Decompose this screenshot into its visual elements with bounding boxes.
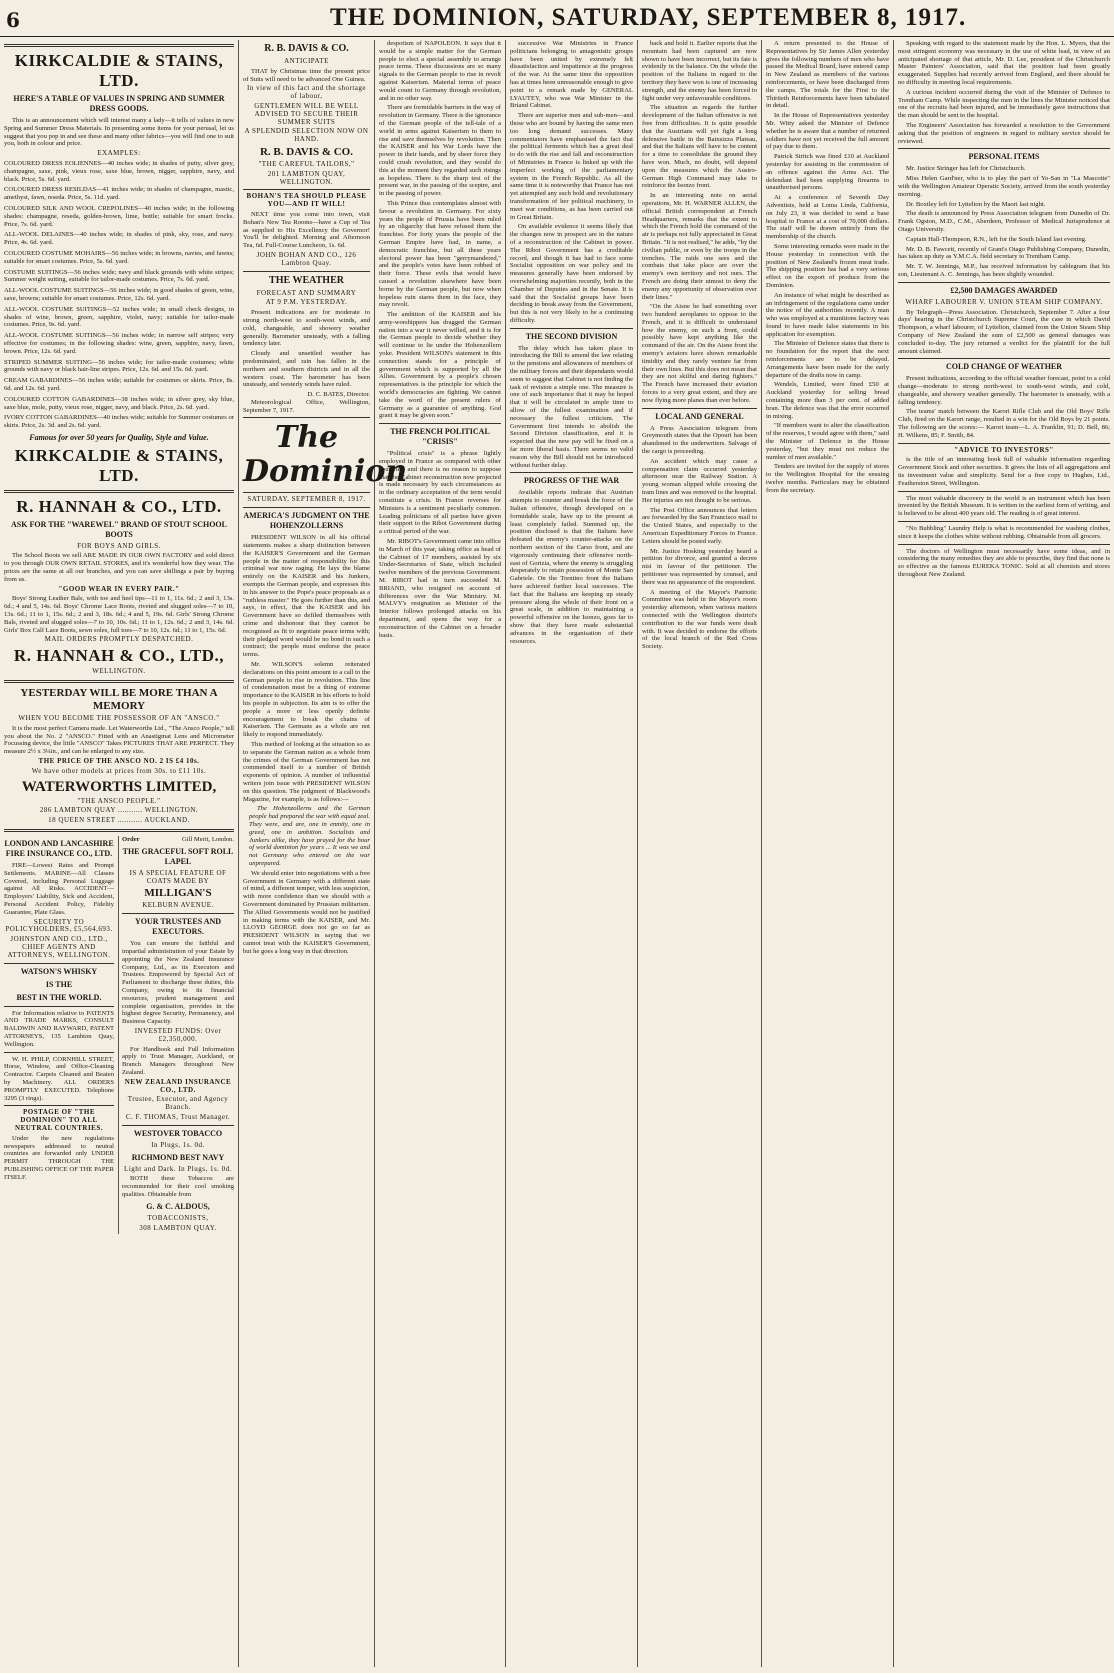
bohan-name: JOHN BOHAN AND CO., 126 Lambton Quay. xyxy=(256,250,357,267)
london-insurance-body: FIRE—Lowest Rates and Prompt Settlements. MARINE—All Classes Covered, including Personal Luggage against All Risks. ACCIDENT—Employers' Liability, Sick and Accident, Personal Accident Policy, Fidelity Guarantee, Plate Glass. xyxy=(4,862,114,916)
bohan-heading: BOHAN'S TEA SHOULD PLEASE YOU—AND IT WILL! xyxy=(246,192,367,209)
list-item: ALL-WOOL COSTUME SUITINGS—56 inches wide; in narrow self stripes; very effective for costumes; in the following shades: wine, green, sapphire, navy, fawn, brown. Price, 12s. 6d. yard. xyxy=(4,332,234,355)
article-paragraph: The situation as regards the further development of the Italian offensive is not free from difficulties. It is quite possible that the Austrians will yet fight a long defensive battle in the Bainsizza Plateau, and that the Italians will have to be content for a time to consolidate the ground they have won. Much, no doubt, will depend upon the measures which the Austro-German High Command may take to reinforce the Isonzo front. xyxy=(642,104,757,190)
divider xyxy=(898,491,1110,492)
divider xyxy=(4,829,234,832)
kirkcaldie-slogan: Famous for over 50 years for Quality, Style and Value. xyxy=(29,432,209,442)
divider xyxy=(122,913,234,914)
divider xyxy=(122,1125,234,1126)
progress-heading: PROGRESS OF THE WAR xyxy=(523,476,620,486)
divider xyxy=(243,271,370,272)
divider xyxy=(4,1052,114,1053)
milligan-name: MILLIGAN'S xyxy=(144,887,212,900)
personal-item: Captain Hall-Thompson, R.N., left for the South Island last evening. xyxy=(906,235,1087,243)
richmond-sub: Light and Dark. In Plugs, 1s. 0d. xyxy=(124,1164,232,1173)
waterworths-address: 286 LAMBTON QUAY ........... WELLINGTON. xyxy=(39,806,199,815)
damages-subheading: WHARF LABOURER V. UNION STEAM SHIP COMPANY. xyxy=(905,297,1103,306)
divider xyxy=(4,490,234,493)
richmond-title: RICHMOND BEST NAVY xyxy=(131,1152,225,1162)
local-item: The Engineers' Association has forwarded a resolution to the Government asking that the position of engineers in regard to military service should be reviewed. xyxy=(898,121,1110,145)
divider xyxy=(4,680,234,683)
lower-ads-right xyxy=(118,836,234,1234)
lapel-body: IS A SPECIAL FEATURE OF COATS MADE BY xyxy=(129,868,227,885)
local-item: A curious incident occurred during the visit of the Minister of Defence to Trentham Camp. While inspecting the men in the lines the Minister noticed that one of the recruits had been injured, and he immediately gave instructions that the man should be sent to the hospital. xyxy=(898,88,1110,120)
davis-anticipate: ANTICIPATE xyxy=(284,57,329,65)
article-paragraph: "Political crisis" is a phrase lightly employed in France as compared with other countries, and there is no reason to suppose that the Cabinet reconstruction now projected is made necessary by such circumstances as in the ordinary acceptation of the term would constitute a crisis. In France reverses for Ministers is a sentiment peculiarly common. Leading politicians of all parties have given their support to the Ribot Government during a critical period of the war. xyxy=(379,450,501,536)
lapel-title: THE GRACEFUL SOFT ROLL LAPEL xyxy=(122,846,234,866)
list-item: COLOURED COSTUME MOHAIRS—56 inches wide; in browns, navies, and fawns; suitable for smart costumes. Price, 5s. 6d. yard. xyxy=(4,249,234,265)
divider xyxy=(510,472,633,473)
weather-office: Meteorological Office, Wellington, September 7, 1917. xyxy=(243,398,370,414)
article-paragraph: Present indications, according to the official weather forecast, point to a cold change—moderate to strong north-west to south-west winds, and cold, changeable, and showery weather generally. The barometer is unsteady, with a falling tendency. xyxy=(898,375,1110,406)
aldous-name: G. & C. ALDOUS, xyxy=(146,1201,210,1211)
damages-heading: £2,500 DAMAGES AWARDED xyxy=(950,285,1058,295)
ansco-models: We have other models at prices from 30s. to £11 10s. xyxy=(31,766,207,775)
order-row xyxy=(122,836,234,844)
hannah-good-wear: "GOOD WEAR IN EVERY PAIR." xyxy=(58,584,180,593)
nzins-name: NEW ZEALAND INSURANCE CO., LTD. xyxy=(124,1077,232,1094)
kirkcaldie-examples-label: EXAMPLES: xyxy=(97,149,141,158)
divider xyxy=(4,963,114,964)
hannah-place: WELLINGTON. xyxy=(92,667,146,676)
lower-ads-row xyxy=(4,836,234,1234)
kirkcaldie-title-footer: KIRKCALDIE & STAINS, LTD. xyxy=(14,445,224,485)
local-item: A return presented to the House of Representatives by Sir James Allen yesterday gives the following numbers of men who have passed the Medical Board, have entered camp in New Zealand as members of the various reinforcements, or have been discharged from the camps. The totals for the First to the Thirtieth Reinforcements have been tabulated in detail. xyxy=(766,40,889,110)
local-item: A Press Association telegram from Greymouth states that the Opouri has been abandoned to the underwriters. Salvage of the cargo is proceeding. xyxy=(642,424,757,456)
davis-address: 201 LAMBTON QUAY, WELLINGTON. xyxy=(267,169,346,186)
waterworths-address: 18 QUEEN STREET ........... AUCKLAND. xyxy=(48,816,190,825)
leader-paragraph: Mr. WILSON'S solemn reiterated declarations on this point amount to a call to the German people to rise in revolution. This line of condemnation must be a thing of extreme importance to the KAISER in his efforts to hold his people in subjection. Its aim is to offer the people a more or less openly definite encouragement to break the chains of Kaiserism. The Germans as a whole are not likely to respond immediately. xyxy=(243,661,370,739)
trustees-heading: YOUR TRUSTEES AND EXECUTORS. xyxy=(134,917,222,937)
divider xyxy=(4,1105,114,1106)
leader-heading: AMERICA'S JUDGMENT ON THE HOHENZOLLERNS xyxy=(243,511,370,531)
divider xyxy=(510,328,633,329)
personal-items-heading: PERSONAL ITEMS xyxy=(968,152,1040,162)
advert-column-left xyxy=(4,40,234,1669)
kirkcaldie-item-list xyxy=(4,160,234,430)
divider xyxy=(379,423,501,424)
divider xyxy=(898,521,1110,522)
patents-ad: For Information relative to PATENTS AND TRADE MARKS, CONSULT BALDWIN AND RAYWARD, PATENT ATTORNEYS, 135 Lambton Quay, Wellington. xyxy=(4,1009,114,1048)
davis-selection: A SPLENDID SELECTION NOW ON HAND. xyxy=(244,127,369,144)
waterworths-sub: "THE ANSCO PEOPLE." xyxy=(77,796,161,805)
tobacco-body: BOTH these Tobaccos are recommended for their cool smoking qualities. Obtainable from xyxy=(122,1175,234,1198)
column-8 xyxy=(898,40,1110,1669)
local-item: The Post Office announces that letters are forwarded by the San Francisco mail to the United States, and especially to the American Expeditionary Forces in France. Letters should be posted early. xyxy=(642,506,757,545)
list-item: ALL-WOOL COSTUME SUITINGS—52 inches wide; in small check designs, in shades of wine, brown, green, sapphire, violet, navy; suitable for tailor-made costumes. Price, 9s. 6d. yard. xyxy=(4,305,234,329)
gill-label: Gill Merit, London. xyxy=(181,836,234,844)
article-paragraph: Available reports indicate that Austrian attempts to counter and break the force of the Italian offensive, though developed on a formidable scale, have up to the present at least completely failed. Summed up, the position disclosed is that the Italians have defeated the enemy's counter-attacks on the northern section of the Carso front, and are vigorously continuing their offensive north-east of Gorizia, where the enemy is struggling desperately to retain possession of Monte San Gabriele. On the Trentino front the Italians have achieved further local successes. The fact that the Italians are keeping up steady pressure along the whole of their front on a great scale, in addition to maintaining a powerful offensive on the Isonzo, goes far to show that they have made substantial advances in the organisation of their resources. xyxy=(510,489,633,645)
local-item: A meeting of the Mayor's Patriotic Committee was held in the Mayor's room yesterday afternoon, when various matters connected with the Wellington district's contribution to the war funds were dealt with. It was decided to endorse the efforts of the local branch of the Red Cross Society. xyxy=(642,588,757,651)
davis-title-footer: R. B. DAVIS & CO. xyxy=(259,145,353,158)
hannah-title: R. HANNAH & CO., LTD. xyxy=(16,496,222,516)
page-number: 6 xyxy=(6,8,20,32)
divider xyxy=(243,507,370,508)
westover-title: WESTOVER TOBACCO xyxy=(133,1128,223,1138)
nzins-manager: C. F. THOMAS, Trust Manager. xyxy=(125,1112,231,1121)
article-paragraph: The doctors of Wellington must necessarily have some ideas, and in considering the many remedies they are able to prescribe, they find that none is so effective as the famous EUREKA TONIC. Sold at all chemists and stores throughout New Zealand. xyxy=(898,547,1110,579)
davis-advice: GENTLEMEN WILL BE WELL ADVISED TO SECURE THEIR SUMMER SUITS xyxy=(254,101,359,126)
weather-title: THE WEATHER xyxy=(269,274,344,286)
milligan-address: KELBURN AVENUE. xyxy=(142,901,214,910)
column-rule xyxy=(374,40,375,1667)
divider xyxy=(898,443,1110,444)
nzins-body: For Handbook and Full Information apply to Trust Manager, Auckland, or Branch Managers throughout New Zealand. xyxy=(122,1045,234,1076)
weather-body-2: Cloudy and unsettled weather has predominated, and rain has fallen in the northern and southern districts and in all the western coast. The barometer has been unsteady, and westerly winds have ruled. xyxy=(243,350,370,389)
column-7 xyxy=(766,40,889,1669)
local-item: Speaking with regard to the statement made by the Hon. L. Myers, that the most stringent economy was necessary in the use of white lead, in view of an anticipated shortage of that article, Mr. D. Lee, president of the Christchurch Master Painters' Association, said that the position had been greatly exaggerated. Supplies had recently arrived from England, and there should be no difficulty in meeting local requirements. xyxy=(898,40,1110,86)
aldous-address: 308 LAMBTON QUAY. xyxy=(139,1223,217,1232)
local-item: "If members want to alter the classification of the reserves, I would agree with them," said the Minister of Defence in the House yesterday, "but they must not reduce the number of men available." xyxy=(766,422,889,461)
divider xyxy=(243,417,370,418)
article-paragraph: In an interesting note on aerial operations, Mr. H. WARNER ALLEN, the official British correspondent at French Headquarters, remarks that the extent to which the French hold the command of the air is perhaps not fully appreciated in Great Britain. "It is not realised," he adds, "by the civilian public, or even by the troops in the trenches. The raids one sees and the combats that take place are over the enemy's own territory and not ours. The French are doing their utmost to deny the enemy any opportunity of observation over their lines." xyxy=(642,192,757,301)
london-insurance-agents: JOHNSTON AND CO., LTD., CHIEF AGENTS AND ATTORNEYS, WELLINGTON. xyxy=(7,935,111,959)
advice-heading: "ADVICE TO INVESTORS" xyxy=(954,445,1054,454)
personal-item: Mr. Justice Stringer has left for Christchurch. xyxy=(906,165,1026,173)
london-insurance-security: SECURITY TO POLICYHOLDERS, £5,564,693. xyxy=(5,917,113,934)
local-item: The Minister of Defence states that there is no foundation for the report that the next reinforcements are to be delayed. Arrangements have been made for the early departure of the drafts now in camp. xyxy=(766,340,889,379)
davis-view: In view of this fact and the shortage of labour, xyxy=(247,84,366,101)
local-item: Mr. Justice Hosking yesterday heard a petition for divorce, and granted a decree nisi in favour of the petitioner. The petitioner was represented by counsel, and there was no appearance of the respondent. xyxy=(642,547,757,586)
local-item: Wendels, Limited, were fined £50 at Auckland yesterday for selling bread containing more than 3 per cent. of added bran. The defence was that the error occurred in mixing. xyxy=(766,381,889,420)
article-paragraph: "On the Aisne he had something over two hundred aeroplanes to oppose to the French, and it is difficult to understand how the enemy, on such a front, could possibly have kept anything like the command of the air. On the Aisne front the enemy's aviators have shown remarkable timidity and they rarely venture far from their own lines. But this does not mean that they are not skilful and daring fighters." The French have increased their aviation forces to a very great extent, and they are now flying more planes than ever before. xyxy=(642,303,757,404)
article-paragraph: This Prince thus contemplates almost with favour a revolution in Germany. For sixty years the people of Prussia have been ruled by an oligarchy that have refused them the franchise. For forty years the people of the German Empire have had, in name, a democratic franchise, but all these years electoral power has been "gerrymandered," and the people's votes have been robbed of their force. These evils that would have caused a revolution elsewhere have been borne by the German people, but now when hopeless ruin stares them in the face, they may revolt. xyxy=(379,199,501,309)
lower-ads-left xyxy=(4,836,114,1234)
article-paragraph: There are superior men and sub-men—and those who are bound by having the same men too long demand successes. Many commentators have emphasised the fact that the political ferments which has a great deal to do with the rise and fall and reconstruction of Ministries in France is linked up with the imperfect working of the parliamentary system in the French Republic. As all the same time it is noteworthy that France has not yet attempted any such bold and revolutionary transformation of her political machinery, to meet war conditions, as has been carried out in Great Britain. xyxy=(510,112,633,221)
leader-paragraph: This method of looking at the situation so as to separate the German nation as a whole from the crimes of the German Government has not commended itself to a number of British exponents of opinion. A number of influential writers join issue with PRESIDENT WILSON on this question. The judgment of Blackwood's Magazine, for example, is as follows:— xyxy=(243,741,370,803)
list-item: COLOURED DRESS EOLIENNES—40 inches wide; in shades of putty, silver grey, champagne, saxe, pink, vieux rose, saxe blue, brown, nigger, sapphire, navy, and black. Price, 5s. 6d. yard. xyxy=(4,159,234,183)
divider xyxy=(898,544,1110,545)
personal-item: Mr. D. B. Fawcett, recently of Grant's Otago Publishing Company, Dunedin, has taken up duty as Y.M.C.A. field secretary to Trentham Camp. xyxy=(898,245,1110,261)
divider xyxy=(642,408,757,409)
leader-paragraph: PRESIDENT WILSON in all his official statements makes a sharp distinction between the KAISER'S Government and the German people in the matter of responsibility for this criminal war now raging. He lays the blame entirely on the KAISER and his Junkers, exempts the German people, and expresses this in his answer to the Pope's peace proposals as a "ruthless master." He goes further than this, and says, in effect, that the KAISER and his Government have so defiled themselves with crime and dishonour that they cannot be recognised as fit to negotiate peace terms with; their pledged word would be no bond in such a contract; the people must endorse the peace terms. xyxy=(243,534,370,659)
davis-tailors: "THE CAREFUL TAILORS," xyxy=(258,159,355,168)
local-item: Patrick Stritch was fined £10 at Auckland yesterday for assisting in the commission of an offence against the Arms Act. The defendant had been supplying firearms to unauthorised persons. xyxy=(766,153,889,192)
divider xyxy=(898,282,1110,283)
divider xyxy=(4,1006,114,1007)
weather-body: Present indications are for moderate to strong north-west to south-west winds, and cold, changeable, and showery weather generally. Barometer unsteady, with a falling tendency later. xyxy=(243,309,370,348)
ansco-headline: YESTERDAY WILL BE MORE THAN A MEMORY xyxy=(20,687,218,713)
article-paragraph: The ambition of the KAISER and his army-worshippers has dragged the German nation into a war it never willed, and it is for the German people to decide whether they will continue to lie under the Hohenzollern yoke. President WILSON's statement in this connection stands for a principle of government which is supported by all the Allies. Government by a people's chosen representatives is the principle for which the world's democracies are fighting. We cannot take the word of the present rulers of Germany as a guarantee of anything. God grant it may be given soon." xyxy=(379,311,501,420)
waterworths-title: WATERWORTHS LIMITED, xyxy=(21,778,217,795)
invested-funds: INVESTED FUNDS: Over £2,350,000. xyxy=(134,1026,222,1043)
ansco-subhead: WHEN YOU BECOME THE POSSESSOR OF AN "ANSCO." xyxy=(18,714,220,723)
local-item: Tenders are invited for the supply of stores to the Wellington Hospital for the ensuing twelve months. Particulars may be obtained from the secretary. xyxy=(766,463,889,494)
davis-title: R. B. DAVIS & CO. xyxy=(264,43,349,54)
hannah-price-list: Boys' Strong Leather Bals, with toe and heel tips—11 to 1, 11s. 6d.; 2 and 3, 13s. 6d.; 4 and 5, 14s. 6d. Boys' Chrome Lace Boots, riveted and slugged soles—7 to 10, 13s. 6d.; 11 to 1, 15s. 6d.; 2 and 3, 18s. 6d.; 4 and 5, 19s. 6d. Girls' Strong Chrome Bals, riveted and slugged soles—7 to 10, 10s. 6d.; 11 to 1, 12s. 6d.; 2 and 3, 14s. 6d. Girls' Box Calf Lace Boots, sewn soles, full toes—7 to 10, 12s. 6d.; 11 to 1, 15s. 6d. xyxy=(4,595,234,634)
hannah-mail-orders: MAIL ORDERS PROMPTLY DESPATCHED. xyxy=(44,635,194,644)
list-item: COLOURED COTTON GABARDINES—38 inches wide; in silver grey, sky blue, saxe blue, mole, putty, vieux rose, nigger, navy, and black. Price, 2s. 6d. yard. xyxy=(4,395,234,411)
list-item: IVORY COTTON GABARDINES—40 inches wide; suitable for Summer costumes or skirts. Price, 2s. 3d. and 2s. 6d. yard. xyxy=(4,414,234,430)
davis-body: THAT by Christmas time the present price of Suits will need to be advanced One Guinea. xyxy=(243,67,370,83)
local-item: An instance of what might be described as an infringement of the regulations came under the notice of the authorities recently. A man who was employed at a munitions factory was found to have made false statements in his application for exemption. xyxy=(766,291,889,338)
cold-change-heading: COLD CHANGE OF WEATHER xyxy=(945,362,1063,372)
trustees-body: You can ensure the faithful and impartial administration of your Estate by appointing the New Zealand Insurance Company, Ltd., as its Executors and Trustees. Empowered by Special Act of Parliament to discharge these duties, this Company, owing to its financial resources, prudent management and complete organisation, provides in the highest degree Security, Permanency, and Business Capacity. xyxy=(122,940,234,1026)
postage-notice-title: POSTAGE OF "THE DOMINION" TO ALL NEUTRAL COUNTRIES. xyxy=(15,1108,103,1132)
column-rule xyxy=(761,40,762,1667)
local-item: In the House of Representatives yesterday Mr. Witty asked the Minister of Defence whether he is aware that a number of returned soldiers have not yet received the full amount of pay due to them. xyxy=(766,112,889,151)
second-division-heading: THE SECOND DIVISION xyxy=(525,331,618,341)
dominion-date: SATURDAY, SEPTEMBER 8, 1917. xyxy=(247,495,366,504)
westover-sub: In Plugs, 1s. 0d. xyxy=(151,1140,205,1149)
kirkcaldie-title: KIRKCALDIE & STAINS, LTD. xyxy=(14,51,224,90)
list-item: COLOURED DRESS RESILDAS—41 inches wide; in shades of champagne, mastic, amethyst, fawn, reseda. Price, 5s. 11d. yard. xyxy=(4,186,234,202)
column-3 xyxy=(243,40,408,1669)
column-rule xyxy=(893,40,894,1667)
article-paragraph: The most valuable discovery in the world is an instrument which has been invented by the British Museum. It is written in the earliest form of writing, and is believed to be about 400 years old. The reading is of great interest. xyxy=(898,494,1110,518)
bohan-body: NEXT time you come into town, visit Bohan's New Tea Rooms—have a Cup of Tea as supplied to His Excellency the Governor! You'll be delighted. Morning and Afternoon Tea, 6d. Full-Course Luncheon, 1s. 6d. xyxy=(243,210,370,250)
article-paragraph: By Telegraph—Press Association. Christchurch, September 7. After a four days' hearing in the Christchurch Supreme Court, the case in which David Thompson, a wharf labourer, of Lyttelton, claimed from the Union Steam Ship Company of New Zealand the sum of £2,500 as general damages was concluded to-day. The jury returned a verdict for the plaintiff for the full amount claimed. xyxy=(898,308,1110,355)
aldous-sub: TOBACCONISTS, xyxy=(147,1213,209,1222)
newspaper-title: THE DOMINION, SATURDAY, SEPTEMBER 8, 1917. xyxy=(330,4,967,31)
article-paragraph: The teams' match between the Karori Rifle Club and the Old Boys' Rifle Club, fired on the Karori range, resulted in a win for the Old Boys by 21 points. The following are the scores:— Karori team—L. A. Franklin, 91; D. Bell, 86; H. Wilkens, 85; F. Smith, 84. xyxy=(898,408,1110,439)
kirkcaldie-subtitle: HERE'S A TABLE OF VALUES IN SPRING AND SUMMER DRESS GOODS. xyxy=(13,94,225,113)
column-rule xyxy=(238,40,239,1667)
kirkcaldie-intro: This is an announcement which will interest many a lady—it tells of values in new Spring and Summer Dress Materials. In presenting some items for your perusal, let us suggest that you pop in and see these and many other fabrics—you will find one to suit you, both in colour and price. xyxy=(4,117,234,148)
postage-notice-body: Under the new regulations newspapers addressed to neutral countries are forwarded only UNDER PERMIT THROUGH THE PUBLISHING OFFICE OF THE PAPER ITSELF. xyxy=(4,1134,114,1181)
column-rule xyxy=(637,40,638,1667)
advice-body: is the title of an interesting book full of valuable information regarding Government Stock and other securities. It gives the lists of all aggregations and its investment value and simplicity. Send for a free copy to Hughes, Ltd., Featherston Street, Wellington. xyxy=(898,456,1110,487)
article-paragraph: There are formidable barriers in the way of revolution in Germany. There is the ignorance of the German people of the tell-tale of a world in arms against Kaiserism to them to rise and save themselves by revolution. Then the KAISER and his War Lords have the power in their hands, and by sheer force they could crush revolution, and they would do this at the moment they regarded such risings as hopeless. There is the sharp test of the present war, in the passing of the sceptre, and in the passing of power. xyxy=(379,104,501,198)
nzins-role: Trustee, Executor, and Agency Branch. xyxy=(127,1095,229,1112)
order-label: Order xyxy=(122,836,140,844)
hannah-body: The School Boots we sell ARE MADE IN OUR OWN FACTORY and sold direct to you through OUR OWN RETAIL STORES, and it's wonderful how they wear. The prices are the same at all our branches, and you can save shillings a pair by buying from us. xyxy=(4,552,234,583)
list-item: COSTUME SUITINGS—56 inches wide; navy and black grounds with white stripes; Summer weight suiting, suitable for tailor-made costumes. Price, 7s. 6d. yard. xyxy=(4,268,234,284)
london-insurance-title: LONDON AND LANCASHIRE FIRE INSURANCE CO., LTD. xyxy=(4,839,114,859)
personal-item: Mr. T. W. Jennings, M.P., has received information by cablegram that his son, Lieutenant A. C. Jennings, has been slightly wounded. xyxy=(898,263,1110,278)
ansco-price: THE PRICE OF THE ANSCO NO. 2 IS £4 10s. xyxy=(38,757,200,766)
article-paragraph: successive War Ministries in France politicians belonging to antagonistic groups have been united by extremely felt dissatisfaction and impatience at the progress of the war. At the same time the opposition has at times been unreasonable enough to give point to a remark made by GENERAL LYAUTEY, who was War Minister in the Briand Cabinet. xyxy=(510,40,633,110)
local-item: An accident which may cause a compensation claim occurred yesterday afternoon near the Railway Station. A young woman slipped while crossing the tram lines and was removed to the hospital. Her injuries are not thought to be serious. xyxy=(642,457,757,504)
hannah-subtitle: ASK FOR THE "WAREWEL" BRAND OF STOUT SCHOOL BOOTS xyxy=(11,519,227,539)
personal-item: The death is announced by Press Association telegram from Dunedin of Dr. Frank Ogston, M.D., C.M., Aberdeen, Professor of Medical Jurisprudence at Otago University. xyxy=(898,210,1110,233)
article-paragraph: Mr. RIBOT's Government came into office in March of this year, taking office as head of the Cabinet of 17 members, assisted by six Under-Secretaries of State, which included twelve members of the previous Government. M. RIBOT had in turn succeeded M. BRIAND, who resigned on account of differences over the War Ministry. M. MALVY's resignation as Minister of the Interior follows prolonged attacks on his department, and opens the way for a reconstruction of the Cabinet on a broader basis. xyxy=(379,538,501,639)
article-paragraph: The delay which has taken place in introducing the Bill to amend the law relating to the pensions and allowances of members of the military forces and their dependants would seem to suggest that Cabinet is not finding the task of revision a simple one. The measure is one of such importance that it may be hoped that it will be circulated in ample time to allow of the fullest examination and if necessary the fullest criticism. The Government first intends to abolish the Second Division classification, and it is expected that the new pay will be fixed on a far more liberal basis. There seems no valid reason why the Bill should not be introduced without further delay. xyxy=(510,344,633,469)
divider xyxy=(898,148,1110,149)
column-5 xyxy=(510,40,633,1669)
column-rule xyxy=(505,40,506,1667)
watsons-line-1: WATSON'S WHISKY xyxy=(20,966,98,976)
hannah-title-footer: R. HANNAH & CO., LTD., xyxy=(13,646,225,666)
hannah-for-label: FOR BOYS AND GIRLS. xyxy=(77,541,161,550)
leader-quote: The Hohenzollerns and the German people had prepared the war with equal zeal. They were, and are, one in enmity, one in greed, one in ambition. Socialists and Junkers alike, they have prayed for the hour of world dominion for years ... It was we and not Germany who entered on the war unprepared. xyxy=(249,805,370,867)
list-item: STRIPED SUMMER SUITING—56 inches wide; for tailor-made costumes; white grounds with navy or black hair-line stripes. Price, 12s. 6d. and 15s. 6d. yard. xyxy=(4,358,234,374)
list-item: CREAM GABARDINES—56 inches wide; suitable for costumes or skirts. Price, 8s. 6d. and 12s. 6d. yard. xyxy=(4,377,234,392)
list-item: ALL-WOOL DELAINES—40 inches wide; in shades of pink, sky, rose, and navy. Price, 4s. 6d. yard. xyxy=(4,231,234,247)
french-crisis-heading: THE FRENCH POLITICAL "CRISIS" xyxy=(390,427,490,447)
personal-item: Dr. Boxtley left for Lyttelton by the Maori last night. xyxy=(906,200,1046,208)
article-paragraph: back and hold it. Earlier reports that the mountain had been captured are now shown to have been incorrect, but its fate is evidently in the balance. On the whole the position of the Italians in regard to the territory they have won is one of increasing strength, and the enemy has been forced to fight under very unfavourable conditions. xyxy=(642,40,757,102)
watsons-line-3: BEST IN THE WORLD. xyxy=(16,992,102,1002)
divider xyxy=(243,492,370,493)
leader-paragraph: We should enter into negotiations with a free Government in Germany with a different state of mind, a different temper, with less suspicion, with more confidence than we should with a Government dominated by Prussian militarism. The Allied Governments would not be justified in making terms with the KAISER, and Mr. LLOYD GEORGE does not go so far as PRESIDENT WILSON in saying that we cannot treat with the KAISER'S Government, but he goes a long way in that direction. xyxy=(243,869,370,955)
dominion-nameplate: The Dominion xyxy=(243,420,408,490)
local-item: Some interesting remarks were made in the House yesterday in connection with the position of New Zealand's frozen meat trade. The shipping position has had a very serious effect on the export of produce from the Dominion. xyxy=(766,242,889,289)
article-paragraph: On available evidence it seems likely that the changes now in prospect are in the nature of a reconstruction of the Cabinet in power. The Ribot Government has a creditable record, and though it has had to face some Socialist opposition on war policy and its measures generally have been endorsed by overwhelming majorities recently, both in the Chamber of Deputies and in the Senate. It is said that the Socialist groups have been deciding to break away from the Government, but this is not very likely to be a continuing difficulty. xyxy=(510,223,633,324)
local-item: At a conference of Seventh Day Adventists, held at Loma Linda, California, on July 23, it was decided to send a base hospital to France at a cost of 70,000 dollars. The staff will be drawn entirely from the membership of the church. xyxy=(766,194,889,241)
divider xyxy=(898,358,1110,359)
weather-subtitle: FORECAST AND SUMMARY xyxy=(256,288,357,297)
list-item: ALL-WOOL COSTUME SUITINGS—56 inches wide; in good shades of green, wine, saxe, browns; suitable for smart costumes. Price, 12s. 6d. yard. xyxy=(4,287,234,302)
article-paragraph: "No Bubbling" Laundry Help is what is recommended for washing clothes, since it keeps the clothes white without rubbing. Obtainable from all grocers. xyxy=(898,525,1110,540)
personal-item: Miss Helen Gard'ner, who is to play the part of Yo-San in "La Mascotte" with the Wellington Amateur Operatic Society, arrived from the south yesterday morning. xyxy=(898,175,1110,198)
column-6 xyxy=(642,40,757,1669)
weather-signature: D. C. BATES, Director. xyxy=(307,391,370,399)
local-general-heading: LOCAL AND GENERAL xyxy=(655,411,744,421)
ansco-body: It is the most perfect Camera made. Let Waterworths Ltd., "The Ansco People," tell you about the No. 2 "ANSCO." Fitted with an Anastigmat Lens and Micrometer Focussing device, the little "ANSCO" Takes PICTURES THAT ARE PERFECT. They measure 2½ x 3¼in., and can be enlarged to any size. xyxy=(4,724,234,756)
divider xyxy=(4,44,234,47)
watsons-line-2: IS THE xyxy=(45,979,73,989)
divider xyxy=(243,189,370,190)
masthead xyxy=(0,0,1114,37)
philp-ad: W. H. PHILP, CORNHILL STREET, Horse, Window, and Office-Cleaning Contractor. Carpets Cleaned and Beaten by Machinery. ALL ORDERS PROMPTLY EXECUTED. Telephone 3295 (3 rings). xyxy=(4,1055,114,1102)
column-4 xyxy=(379,40,501,1669)
weather-time: AT 9 P.M. YESTERDAY. xyxy=(265,298,348,307)
list-item: COLOURED SILK AND WOOL CREPOLINES—40 inches wide; in the following shades: champagne, reseda, golden-brown, lime, bottle; suitable for smart frocks. Price, 7s. 6d. yard. xyxy=(4,204,234,228)
article-paragraph: despotism of NAPOLEON. It says that it would be a simple matter for the German people to elect a special assembly to arrange peace terms. These discussions are so many signals to the German people to rise in revolt against Kaiserism. Material terms of peace would count to Germany through revolution, and in no other way. xyxy=(379,40,501,102)
